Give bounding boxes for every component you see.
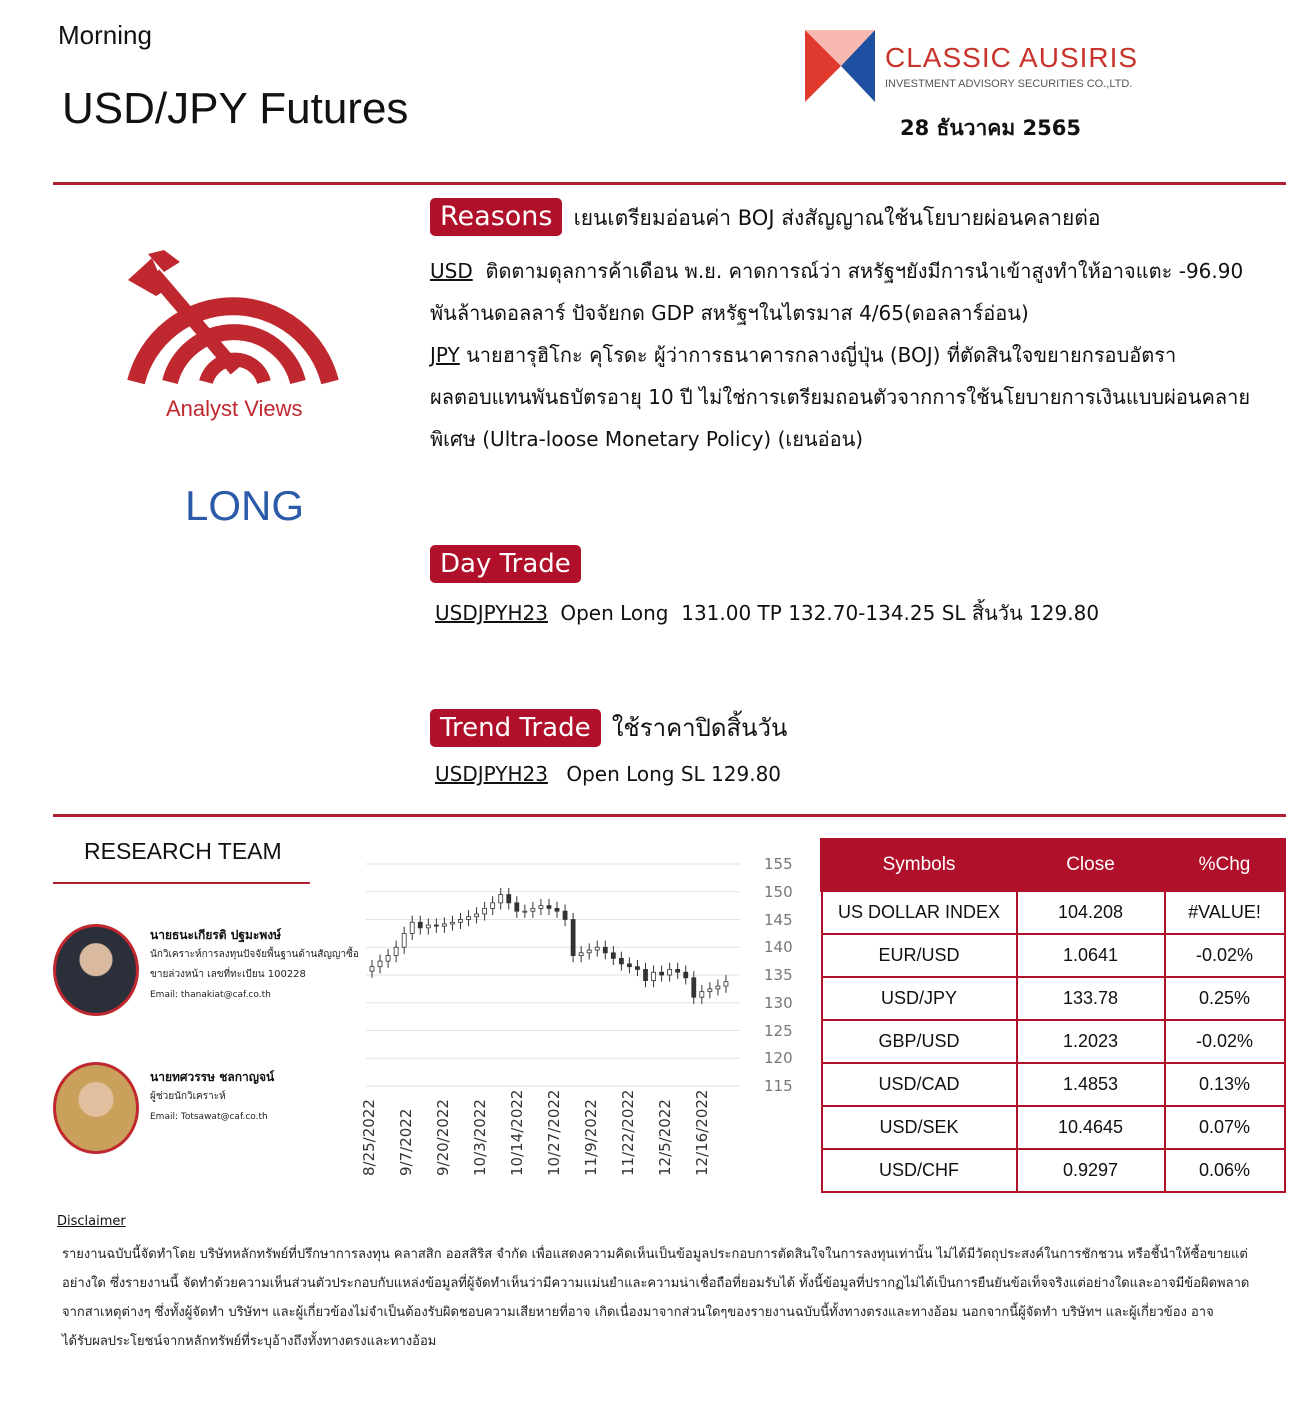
- disclaimer-title: Disclaimer: [57, 1214, 126, 1229]
- candle-body: [644, 969, 648, 980]
- trend-trade-line: [435, 762, 781, 786]
- candle-body: [603, 947, 607, 953]
- quote-row: [822, 1063, 1285, 1106]
- reasons-badge: Reasons: [430, 198, 562, 236]
- x-tick-label: 10/14/2022: [508, 1089, 526, 1176]
- quote-row: [822, 1149, 1285, 1192]
- disclaimer-line-3: จากสาเหตุต่างๆ ซึ่งทั้งผู้จัดทำ บริษัทฯ และผู้เกี่ยวข้องไม่จำเป็นต้องรับผิดชอบความเสียหายที่อาจ เกิดเนื่องมาจากส่วนใดๆของรายงานฉบับนี้ทั้งทางตรงและทางอ้อม นอกจากนี้ผู้จัดทำ บริษัทฯ และผู้เกี่ยวข้อง อาจ: [62, 1305, 1214, 1320]
- quote-chg: 0.06%: [1165, 1149, 1285, 1192]
- brand-subtitle: INVESTMENT ADVISORY SECURITIES CO.,LTD.: [885, 78, 1133, 90]
- quote-row: [822, 1020, 1285, 1063]
- member-1-avatar: [53, 924, 139, 1016]
- candle-body: [660, 972, 664, 975]
- quote-close: 1.2023: [1017, 1020, 1165, 1063]
- col-header-symbols: Symbols: [822, 840, 1017, 891]
- quote-row: [822, 1106, 1285, 1149]
- trend-trade-badge: Trend Trade: [430, 709, 601, 747]
- member-2-email: Email: Totsawat@caf.co.th: [150, 1112, 268, 1122]
- member-2-name: นายทศวรรษ ชลกาญจน์: [150, 1070, 275, 1084]
- price-chart-svg: [360, 850, 760, 1100]
- day-trade-badge: Day Trade: [430, 545, 581, 583]
- candle-body: [402, 933, 406, 947]
- x-tick-label: 10/27/2022: [545, 1089, 563, 1176]
- quote-close: 1.4853: [1017, 1063, 1165, 1106]
- page-title: USD/JPY Futures: [62, 84, 409, 133]
- quote-chg: 0.13%: [1165, 1063, 1285, 1106]
- candle-body: [442, 924, 446, 926]
- quote-close: 104.208: [1017, 891, 1165, 935]
- candle-body: [450, 922, 454, 924]
- quote-close: 133.78: [1017, 977, 1165, 1020]
- candle-body: [676, 969, 680, 972]
- x-tick-label: 9/20/2022: [434, 1099, 452, 1176]
- research-title-underline: [53, 882, 310, 884]
- trend-trade-symbol: USDJPYH23: [435, 762, 548, 786]
- quote-close: 0.9297: [1017, 1149, 1165, 1192]
- candle-body: [716, 986, 720, 989]
- candle-body: [523, 911, 527, 912]
- y-tick-label: 135: [764, 966, 793, 984]
- disclaimer-line-1: รายงานฉบับนี้จัดทำโดย บริษัทหลักทรัพย์ที่ปรึกษาการลงทุน คลาสสิก ออสสิริส จำกัด เพื่อแสดงความคิดเห็นเป็นข้อมูลประกอบการตัดสินใจในการลงทุนเท่านั้น ไม่ได้มีวัตถุประสงค์ในการชักชวน หรือชี้นำให้ซื้อขายแต่: [62, 1247, 1248, 1262]
- candle-body: [467, 917, 471, 920]
- y-tick-label: 140: [764, 938, 793, 957]
- member-1-info: [150, 926, 360, 1005]
- candle-body: [668, 969, 672, 975]
- candle-body: [434, 925, 438, 926]
- col-header-close: Close: [1017, 840, 1165, 891]
- usd-line-2: พันล้านดอลลาร์ ปัจจัยกด GDP สหรัฐฯในไตรมาส 4/65(ดอลลาร์อ่อน): [430, 301, 1029, 325]
- reasons-headline: เยนเตรียมอ่อนค่า BOJ ส่งสัญญาณใช้นโยบายผ่อนคลายต่อ: [573, 206, 1101, 230]
- member-2-role: ผู้ช่วยนักวิเคราะห์: [150, 1091, 226, 1102]
- member-1-email: Email: thanakiat@caf.co.th: [150, 990, 271, 1000]
- candle-body: [555, 908, 559, 911]
- quote-row: [822, 977, 1285, 1020]
- research-team-title: RESEARCH TEAM: [84, 838, 282, 864]
- quote-chg: 0.25%: [1165, 977, 1285, 1020]
- y-tick-label: 120: [764, 1049, 793, 1068]
- header-divider: [53, 182, 1286, 185]
- candle-body: [627, 964, 631, 967]
- x-tick-label: 10/3/2022: [471, 1099, 489, 1176]
- y-tick-label: 150: [764, 882, 793, 901]
- candle-body: [684, 972, 688, 978]
- x-tick-label: 12/16/2022: [693, 1089, 711, 1176]
- usd-tag: USD: [430, 259, 473, 283]
- quote-chg: 0.07%: [1165, 1106, 1285, 1149]
- x-tick-label: 8/25/2022: [360, 1099, 378, 1176]
- candle-body: [418, 922, 422, 928]
- quote-symbol: USD/CAD: [822, 1063, 1017, 1106]
- y-tick-label: 145: [764, 910, 793, 929]
- quote-symbol: GBP/USD: [822, 1020, 1017, 1063]
- quote-row: [822, 891, 1285, 935]
- jpy-line-3: พิเศษ (Ultra-loose Monetary Policy) (เยนอ่อน): [430, 427, 864, 451]
- usd-line-1: ติดตามดุลการค้าเดือน พ.ย. คาดการณ์ว่า สหรัฐฯยังมีการนำเข้าสูงทำให้อาจแตะ -96.90: [485, 259, 1244, 283]
- trend-trade-note: ใช้ราคาปิดสิ้นวัน: [611, 714, 788, 742]
- quote-symbol: USD/SEK: [822, 1106, 1017, 1149]
- day-trade-symbol: USDJPYH23: [435, 601, 548, 625]
- quote-symbol: US DOLLAR INDEX: [822, 891, 1017, 935]
- candle-body: [563, 911, 567, 919]
- candle-body: [635, 967, 639, 970]
- quote-close: 10.4645: [1017, 1106, 1165, 1149]
- candle-body: [595, 947, 599, 950]
- candle-body: [378, 961, 382, 967]
- candle-body: [426, 925, 430, 928]
- member-1-name: นายธนะเกียรติ ปฐมะพงษ์: [150, 928, 282, 942]
- day-trade-badge-wrap: [430, 545, 581, 583]
- candle-body: [571, 920, 575, 956]
- section-divider: [53, 814, 1286, 817]
- quote-row: [822, 934, 1285, 977]
- day-trade-line: [435, 597, 1099, 629]
- logo-mark-icon: [805, 30, 875, 102]
- candle-body: [619, 958, 623, 964]
- quotes-table: [820, 838, 1286, 1193]
- quote-symbol: USD/JPY: [822, 977, 1017, 1020]
- candle-body: [611, 953, 615, 959]
- candle-body: [579, 953, 583, 956]
- candle-body: [483, 908, 487, 914]
- report-date: 28 ธันวาคม 2565: [900, 116, 1081, 140]
- candle-body: [458, 920, 462, 923]
- quote-symbol: USD/CHF: [822, 1149, 1017, 1192]
- session-label: Morning: [58, 20, 152, 50]
- target-arrow-icon: [118, 250, 348, 390]
- quote-chg: -0.02%: [1165, 1020, 1285, 1063]
- member-2-info: [150, 1068, 360, 1127]
- analyst-view-value: LONG: [185, 482, 305, 529]
- trend-trade-header: [430, 708, 787, 747]
- quotes-header-row: [822, 840, 1285, 891]
- quote-chg: -0.02%: [1165, 934, 1285, 977]
- candle-body: [724, 982, 728, 986]
- candle-body: [370, 967, 374, 971]
- quote-symbol: EUR/USD: [822, 934, 1017, 977]
- col-header-chg: %Chg: [1165, 840, 1285, 891]
- candle-body: [491, 903, 495, 909]
- analyst-views-panel: [118, 250, 378, 430]
- company-logo: [805, 30, 1155, 110]
- quote-close: 1.0641: [1017, 934, 1165, 977]
- candle-body: [708, 989, 712, 992]
- candle-body: [499, 895, 503, 903]
- quote-chg: #VALUE!: [1165, 891, 1285, 935]
- candle-body: [507, 895, 511, 903]
- price-chart: [360, 850, 800, 1190]
- x-tick-label: 9/7/2022: [397, 1108, 415, 1176]
- disclaimer-line-4: ได้รับผลประโยชน์จากหลักทรัพย์ที่ระบุอ้างถึงทั้งทางตรงและทางอ้อม: [62, 1334, 437, 1349]
- candle-body: [700, 992, 704, 998]
- jpy-tag: JPY: [430, 343, 460, 367]
- y-tick-label: 155: [764, 855, 793, 873]
- jpy-line-1: นายฮารุฮิโกะ คุโรดะ ผู้ว่าการธนาคารกลางญี่ปุ่น (BOJ) ที่ตัดสินใจขยายกรอบอัตรา: [466, 343, 1177, 367]
- y-tick-label: 115: [764, 1077, 793, 1095]
- candle-body: [539, 906, 543, 909]
- trend-trade-detail: Open Long SL 129.80: [566, 762, 782, 786]
- member-1-role: นักวิเคราะห์การลงทุนปัจจัยพื้นฐานด้านสัญญาซื้อ: [150, 949, 359, 960]
- x-tick-label: 11/22/2022: [619, 1089, 637, 1176]
- disclaimer-line-2: อย่างใด ซึ่งรายงานนี้ จัดทำด้วยความเห็นส่วนตัวประกอบกับแหล่งข้อมูลที่ผู้จัดทำเห็นว่ามีความแม่นยำและความน่าเชื่อถือที่ยอมรับได้ ทั้งนี้ข้อมูลที่ปรากฏไม่ได้เป็นการยืนยันข้อเท็จจริงแต่อย่างใดและอาจมีข้อผิดพลาด: [62, 1276, 1250, 1291]
- day-trade-detail: Open Long 131.00 TP 132.70-134.25 SL สิ้นวัน 129.80: [560, 601, 1100, 625]
- member-1-role2: ขายล่วงหน้า เลขที่ทะเบียน 100228: [150, 969, 306, 980]
- candle-body: [692, 978, 696, 997]
- reasons-body: [430, 250, 1280, 460]
- jpy-line-2: ผลตอบแทนพันธบัตรอายุ 10 ปี ไม่ใช่การเตรียมถอนตัวจากการใช้นโยบายการเงินแบบผ่อนคลาย: [430, 385, 1251, 409]
- candle-body: [531, 908, 535, 911]
- reasons-section: [430, 198, 1280, 236]
- y-tick-label: 125: [764, 1021, 793, 1040]
- x-tick-label: 11/9/2022: [582, 1099, 600, 1176]
- candle-body: [410, 922, 414, 933]
- candle-body: [475, 914, 479, 917]
- disclaimer-body: [62, 1240, 1287, 1356]
- candle-body: [652, 972, 656, 980]
- analyst-views-label: Analyst Views: [166, 396, 303, 421]
- y-tick-label: 130: [764, 993, 793, 1012]
- x-tick-label: 12/5/2022: [656, 1099, 674, 1176]
- candle-body: [547, 906, 551, 909]
- candle-body: [394, 947, 398, 955]
- candle-body: [587, 950, 591, 953]
- candle-body: [386, 956, 390, 962]
- candle-body: [515, 903, 519, 911]
- brand-name: CLASSIC AUSIRIS: [885, 42, 1139, 73]
- member-2-avatar: [53, 1062, 139, 1154]
